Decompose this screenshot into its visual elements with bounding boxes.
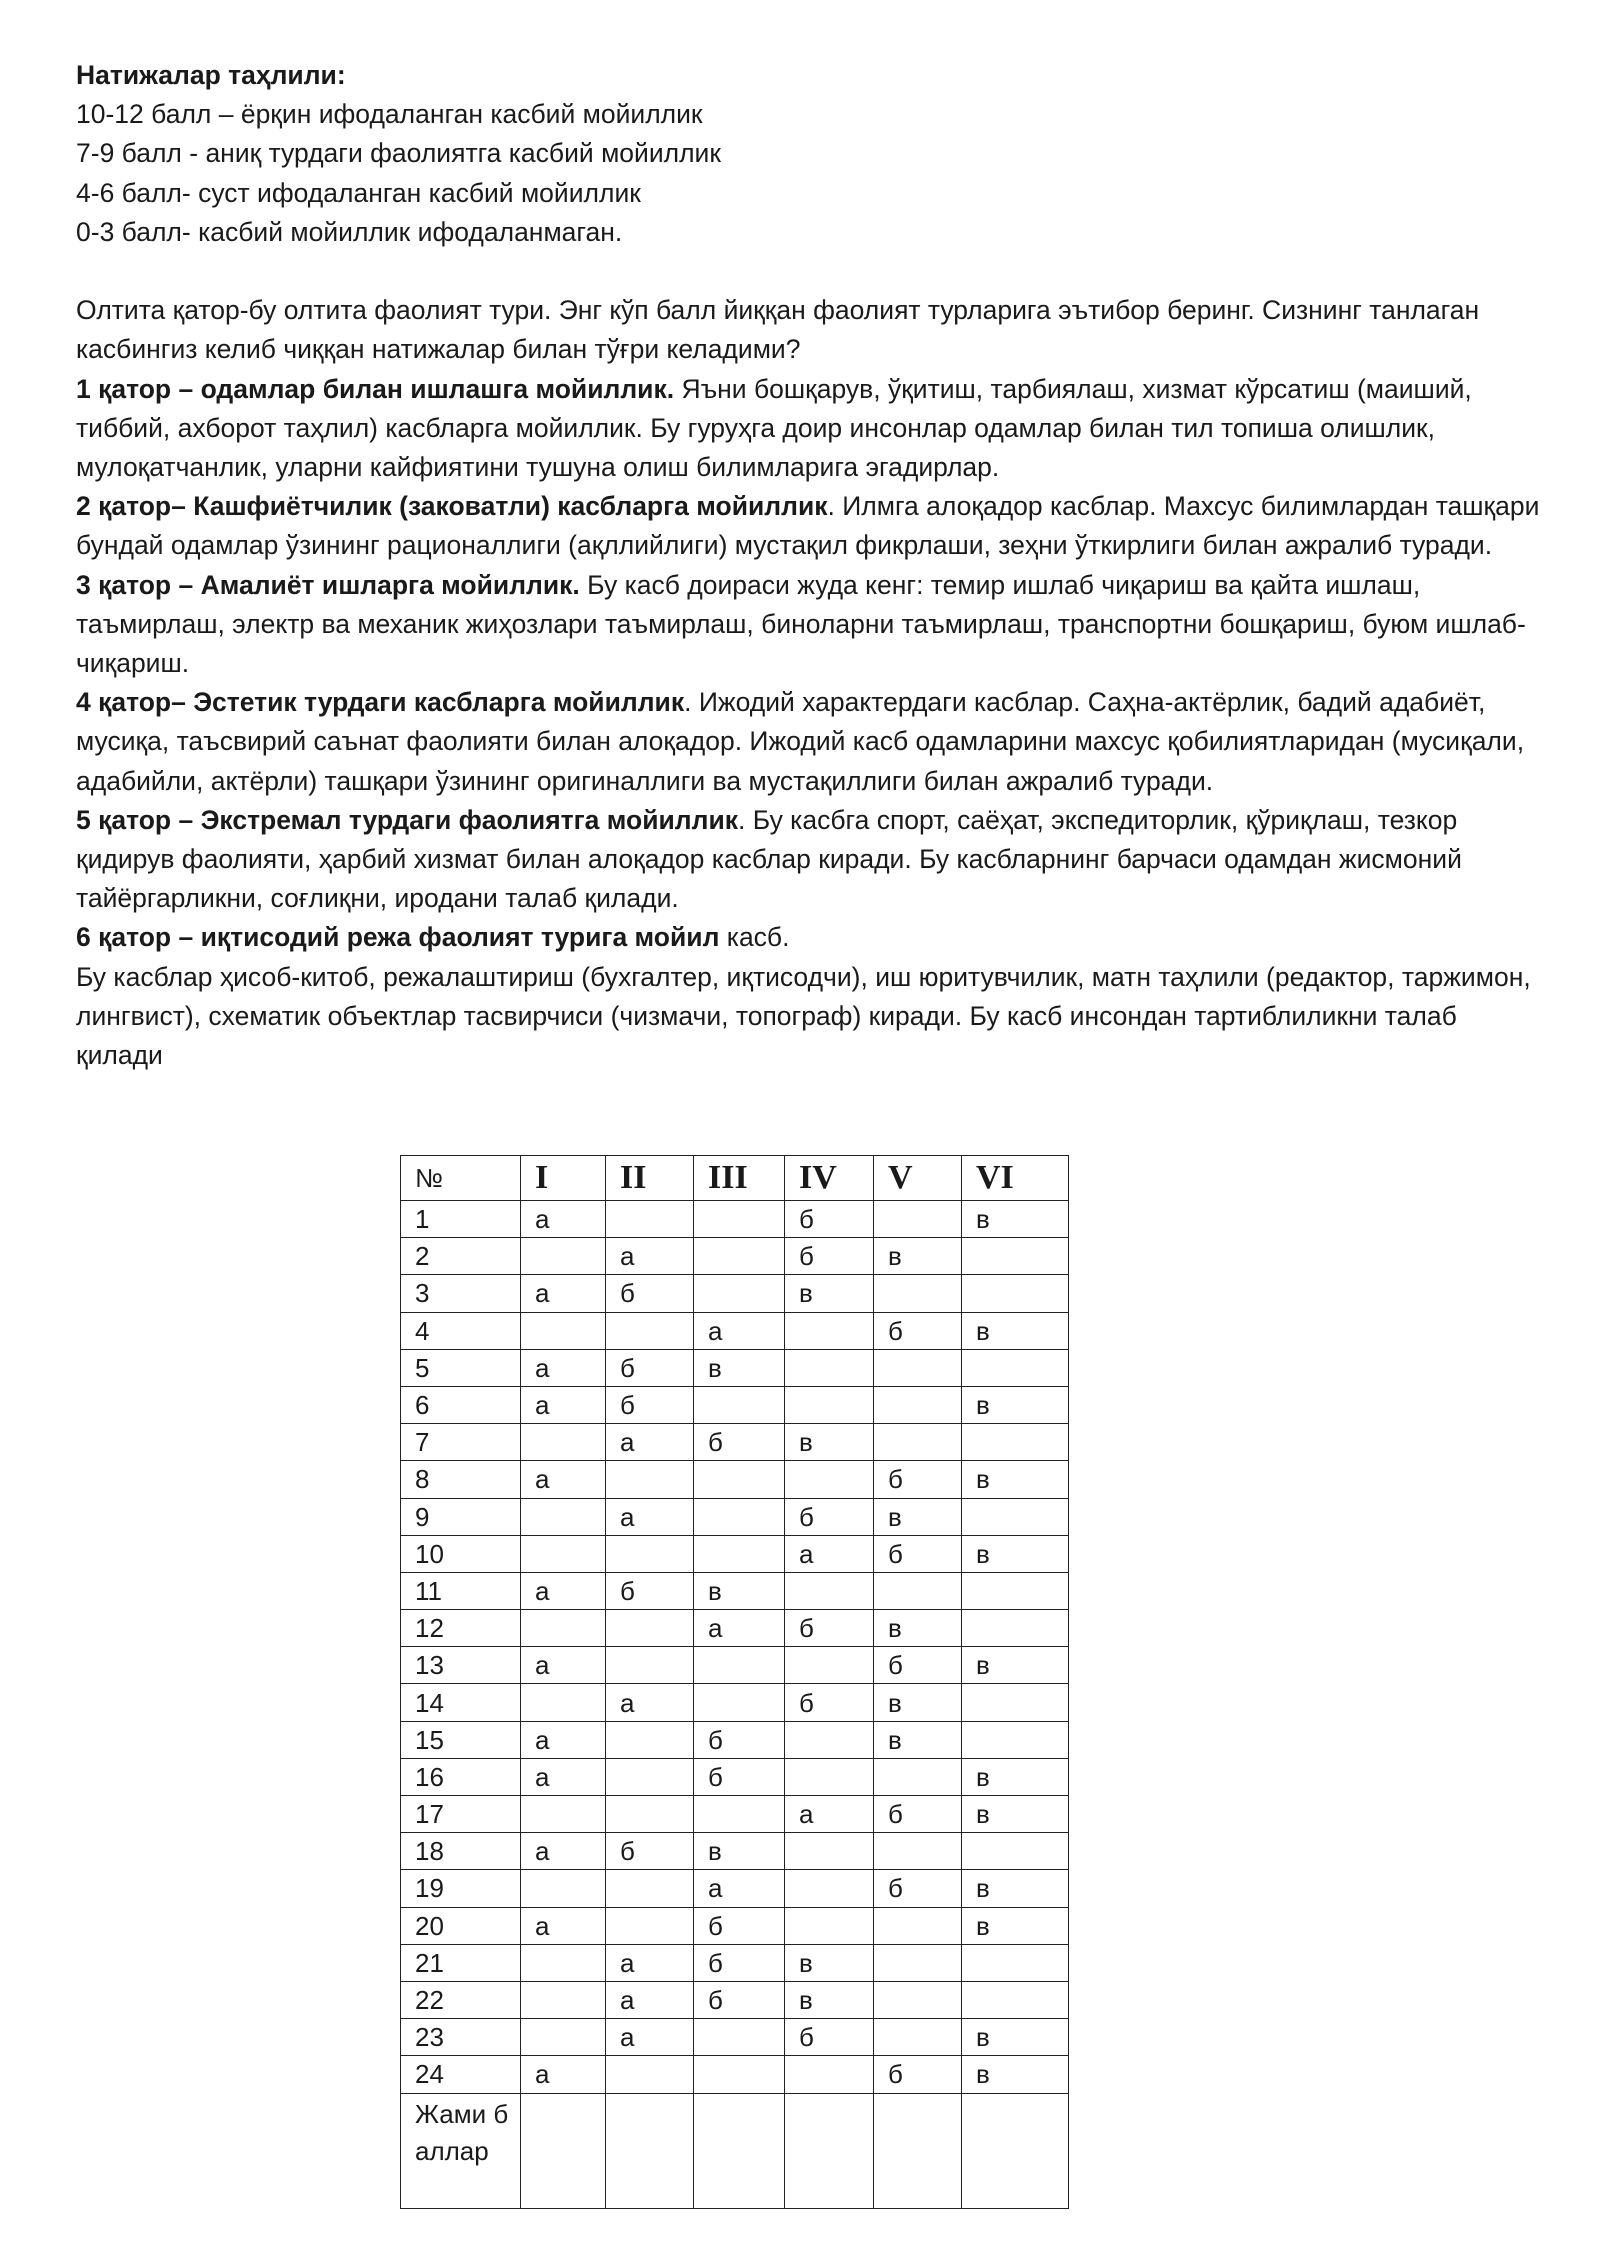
answer-cell: б [874,1796,962,1833]
answer-cell [874,1386,962,1423]
answer-cell [962,1721,1069,1758]
answer-cell [874,1572,962,1609]
answer-cell: в [962,1647,1069,1684]
answer-cell [521,1944,606,1981]
answer-cell [874,1907,962,1944]
table-row [401,1275,1069,1312]
answer-cell [962,1572,1069,1609]
answer-cell [521,1498,606,1535]
answer-cell [521,1312,606,1349]
answer-cell: а [521,1461,606,1498]
row-number-cell: 21 [401,1944,521,1981]
level-line: 4-6 балл- суст ифодаланган касбий мойиллик [76,177,641,208]
answer-cell [694,2019,785,2056]
row-number-cell: 7 [401,1424,521,1461]
column-header-iii: III [694,1156,785,1201]
answer-cell: а [521,1349,606,1386]
answer-cell: а [785,1796,874,1833]
row-number-cell: 6 [401,1386,521,1423]
answer-cell [694,2056,785,2093]
answer-cell [694,1796,785,1833]
answer-cell: б [606,1349,694,1386]
total-score-cell [694,2093,785,2208]
answer-cell [785,1349,874,1386]
answer-cell: в [962,1201,1069,1238]
table-row [401,1721,1069,1758]
row-number-cell: 12 [401,1610,521,1647]
row-number-cell: 16 [401,1758,521,1795]
answer-cell: б [694,1721,785,1758]
row-number-cell: 24 [401,2056,521,2093]
answer-cell [521,1684,606,1721]
answer-cell [962,1981,1069,2018]
column-header-v: V [874,1156,962,1201]
answer-cell [521,1981,606,2018]
answer-cell: в [962,1907,1069,1944]
total-score-cell [606,2093,694,2208]
answer-cell: б [874,1535,962,1572]
level-line: 10-12 балл – ёрқин ифодаланган касбий мойиллик [76,99,703,130]
table-row [401,1907,1069,1944]
total-row [401,2093,1069,2208]
answer-cell: а [521,1572,606,1609]
answer-cell [874,1275,962,1312]
answer-cell [962,1610,1069,1647]
answer-cell: а [606,1238,694,1275]
answer-cell [694,1201,785,1238]
answer-cell: б [606,1833,694,1870]
answer-cell [606,1721,694,1758]
table-row [401,1944,1069,1981]
answer-cell: в [694,1572,785,1609]
table-row [401,2056,1069,2093]
answer-cell [606,1796,694,1833]
row-number-cell: 14 [401,1684,521,1721]
row-number-cell: 22 [401,1981,521,2018]
row-number-cell: 2 [401,1238,521,1275]
row-number-cell: 17 [401,1796,521,1833]
answer-cell: а [521,1201,606,1238]
table-body [401,1201,1069,2209]
column-header-i: I [521,1156,606,1201]
answer-cell: б [694,1981,785,2018]
answer-cell: а [521,1907,606,1944]
answer-cell: а [694,1312,785,1349]
answer-cell [521,1870,606,1907]
answer-cell: в [874,1684,962,1721]
answer-cell [785,2056,874,2093]
answer-cell: б [874,1647,962,1684]
answer-cell: в [785,1275,874,1312]
table-row [401,1201,1069,1238]
table-row [401,1981,1069,2018]
answer-cell [694,1275,785,1312]
answer-cell: в [785,1424,874,1461]
answer-cell: а [785,1535,874,1572]
row-description-3: 3 қатор – Амалиёт ишларга мойиллик. Бу касб доираси жуда кенг: темир ишлаб чиқариш ва қайта ишлаш, таъмирлаш, электр ва механик жиҳозлари таъмирлаш, биноларни таъмирлаш, транспортни бошқариш, буюм ишлаб-чиқариш. [76,569,1526,679]
answer-cell: б [785,1201,874,1238]
answer-cell: а [606,2019,694,2056]
answer-cell [694,1461,785,1498]
column-header-ii: II [606,1156,694,1201]
answer-cell: б [874,1870,962,1907]
answer-cell: а [606,1498,694,1535]
row-number-cell: 18 [401,1833,521,1870]
answer-cell [785,1386,874,1423]
answer-cell [874,1424,962,1461]
answer-cell [785,1870,874,1907]
intro-paragraph: Олтита қатор-бу олтита фаолият тури. Энг кўп балл йиққан фаолият турларига эътибор беринг. Сизнинг танлаган касбингиз келиб чиққан натижалар билан тўғри келадими? [76,295,1480,365]
row-description-6: 6 қатор – иқтисодий режа фаолият турига мойил касб. [76,922,790,953]
answer-cell: а [694,1870,785,1907]
answer-cell [694,1498,785,1535]
total-score-cell [785,2093,874,2208]
table-row [401,1647,1069,1684]
row-description-5: 5 қатор – Экстремал турдаги фаолиятга мойиллик. Бу касбга спорт, саёҳат, экспедиторлик, қўриқлаш, тезкор қидирув фаолияти, ҳарбий хизмат билан алоқадор касблар киради. Бу касбларнинг барчаси одамдан жисмоний тайёргарликни, соғлиқни, иродани талаб қилади. [76,804,1462,914]
row-number-cell: 5 [401,1349,521,1386]
answer-cell: в [874,1498,962,1535]
answer-cell [521,1610,606,1647]
answer-cell [694,1386,785,1423]
answer-cell [521,1796,606,1833]
row-description-1: 1 қатор – одамлар билан ишлашга мойиллик. Яъни бошқарув, ўқитиш, тарбиялаш, хизмат кўрсатиш (маиший, тиббий, ахборот таҳлил) касбларга мойиллик. Бу гуруҳга доир инсонлар одамлар билан тил топиша олишлик, мулоқатчанлик, уларни кайфиятини тушуна олиш билимларига эгадирлар. [76,373,1472,483]
table-row [401,1684,1069,1721]
row-number-cell: 15 [401,1721,521,1758]
answer-cell [694,1535,785,1572]
answer-cell: в [962,1870,1069,1907]
answer-cell: б [694,1907,785,1944]
answer-cell [874,2019,962,2056]
table-row [401,1498,1069,1535]
table-row [401,1461,1069,1498]
answer-cell: а [521,1833,606,1870]
answer-cell: б [874,2056,962,2093]
answer-cell [962,1684,1069,1721]
answer-cell: а [694,1610,785,1647]
answer-cell [874,1944,962,1981]
answer-cell: б [606,1275,694,1312]
answer-cell: а [521,1721,606,1758]
table-row [401,1870,1069,1907]
row-description-4: 4 қатор– Эстетик турдаги касбларга мойиллик. Ижодий характердаги касблар. Саҳна-актёрлик, бадий адабиёт, мусиқа, таъсвирий саънат фаолияти билан алоқадор. Ижодий касб одамларини махсус қобилиятларидан (мусиқали, адабийли, актёрли) ташқари ўзининг оригиналлиги ва мустақиллиги билан ажралиб туради. [76,687,1525,796]
level-line: 7-9 балл - аниқ турдаги фаолиятга касбий мойиллик [76,138,721,169]
number-header: № [401,1156,521,1201]
results-title: Натижалар таҳлили: [76,60,346,90]
total-score-cell [874,2093,962,2208]
answer-cell [962,1238,1069,1275]
answer-cell: в [785,1944,874,1981]
answer-cell [606,1647,694,1684]
answer-cell: б [785,1610,874,1647]
closing-paragraph: Бу касблар ҳисоб-китоб, режалаштириш (бухгалтер, иқтисодчи), иш юритувчилик, матн таҳлили (редактор, таржимон, лингвист), схематик объектлар тасвирчиси (чизмачи, топограф) киради. Бу касб инсондан тартиблиликни талаб қилади [76,961,1531,1071]
answer-cell: а [521,1647,606,1684]
answer-cell [606,1312,694,1349]
answer-cell: а [521,1758,606,1795]
answer-cell [606,1461,694,1498]
answer-cell: в [874,1610,962,1647]
answer-cell: б [785,1684,874,1721]
answer-cell: в [962,1386,1069,1423]
answer-cell: в [962,1796,1069,1833]
row-number-cell: 11 [401,1572,521,1609]
answer-cell [874,1349,962,1386]
row-number-cell: 9 [401,1498,521,1535]
answer-cell [874,1758,962,1795]
answer-cell [874,1981,962,2018]
table-row [401,2019,1069,2056]
answer-cell [874,1201,962,1238]
answer-cell: б [606,1572,694,1609]
answer-cell: б [785,1498,874,1535]
answer-cell [785,1461,874,1498]
total-score-cell [962,2093,1069,2208]
answer-cell: а [606,1944,694,1981]
row-number-cell: 4 [401,1312,521,1349]
row-number-cell: 8 [401,1461,521,1498]
answer-table [400,1155,1069,2209]
table-row [401,1796,1069,1833]
table-row [401,1386,1069,1423]
answer-cell: в [874,1238,962,1275]
answer-cell [521,1424,606,1461]
document-text [76,56,1546,1075]
answer-cell: б [874,1312,962,1349]
answer-cell: а [521,1275,606,1312]
answer-cell [694,1238,785,1275]
answer-cell [785,1758,874,1795]
answer-cell [874,1833,962,1870]
answer-cell [521,2019,606,2056]
answer-cell: в [694,1349,785,1386]
row-number-cell: 19 [401,1870,521,1907]
answer-cell: в [962,1758,1069,1795]
row-number-cell: 10 [401,1535,521,1572]
answer-cell: а [606,1981,694,2018]
answer-cell: в [785,1981,874,2018]
row-number-cell: 1 [401,1201,521,1238]
answer-cell: в [962,1461,1069,1498]
answer-cell [962,1275,1069,1312]
table-row [401,1833,1069,1870]
table-row [401,1349,1069,1386]
answer-cell: а [521,1386,606,1423]
answer-cell: б [694,1944,785,1981]
answer-cell [785,1721,874,1758]
table-row [401,1238,1069,1275]
answer-cell: в [962,2019,1069,2056]
answer-cell [606,2056,694,2093]
answer-cell: а [521,2056,606,2093]
answer-cell [785,1312,874,1349]
paragraph-gap [76,252,1546,291]
answer-cell: а [606,1684,694,1721]
total-label-cell: Жами баллар [401,2093,521,2208]
table-row [401,1535,1069,1572]
answer-cell [962,1833,1069,1870]
row-number-cell: 23 [401,2019,521,2056]
answer-cell: в [962,2056,1069,2093]
table-header-row [401,1156,1069,1201]
row-number-cell: 13 [401,1647,521,1684]
answer-cell [606,1610,694,1647]
answer-cell: в [694,1833,785,1870]
answer-cell [606,1870,694,1907]
answer-cell: б [874,1461,962,1498]
answer-cell [606,1907,694,1944]
level-line: 0-3 балл- касбий мойиллик ифодаланмаган. [76,216,623,247]
row-number-cell: 20 [401,1907,521,1944]
answer-cell [694,1647,785,1684]
answer-cell [962,1944,1069,1981]
answer-cell: а [606,1424,694,1461]
answer-cell [521,1535,606,1572]
answer-cell: б [606,1386,694,1423]
answer-cell [785,1833,874,1870]
row-number-cell: 3 [401,1275,521,1312]
answer-cell [606,1535,694,1572]
column-header-iv: IV [785,1156,874,1201]
total-score-cell [521,2093,606,2208]
answer-cell: в [962,1312,1069,1349]
table-row [401,1312,1069,1349]
answer-cell: в [962,1535,1069,1572]
answer-cell [962,1424,1069,1461]
column-header-vi: VI [962,1156,1069,1201]
answer-cell: б [694,1758,785,1795]
answer-cell: б [785,1238,874,1275]
table-row [401,1610,1069,1647]
table-row [401,1572,1069,1609]
answer-cell [962,1498,1069,1535]
answer-cell: в [874,1721,962,1758]
answer-cell [521,1238,606,1275]
answer-cell [785,1647,874,1684]
answer-cell [785,1907,874,1944]
answer-cell [606,1758,694,1795]
row-description-2: 2 қатор– Кашфиётчилик (заковатли) касбларга мойиллик. Илмга алоқадор касблар. Махсус билимлардан ташқари бундай одамлар ўзининг рационаллиги (ақллийлиги) мустақил фикрлаши, зеҳни ўткирлиги билан ажралиб туради. [76,491,1540,561]
table-row [401,1758,1069,1795]
answer-cell [962,1349,1069,1386]
answer-cell [606,1201,694,1238]
answer-cell [694,1684,785,1721]
answer-cell: б [694,1424,785,1461]
answer-cell [785,1572,874,1609]
table-row [401,1424,1069,1461]
answer-cell: б [785,2019,874,2056]
